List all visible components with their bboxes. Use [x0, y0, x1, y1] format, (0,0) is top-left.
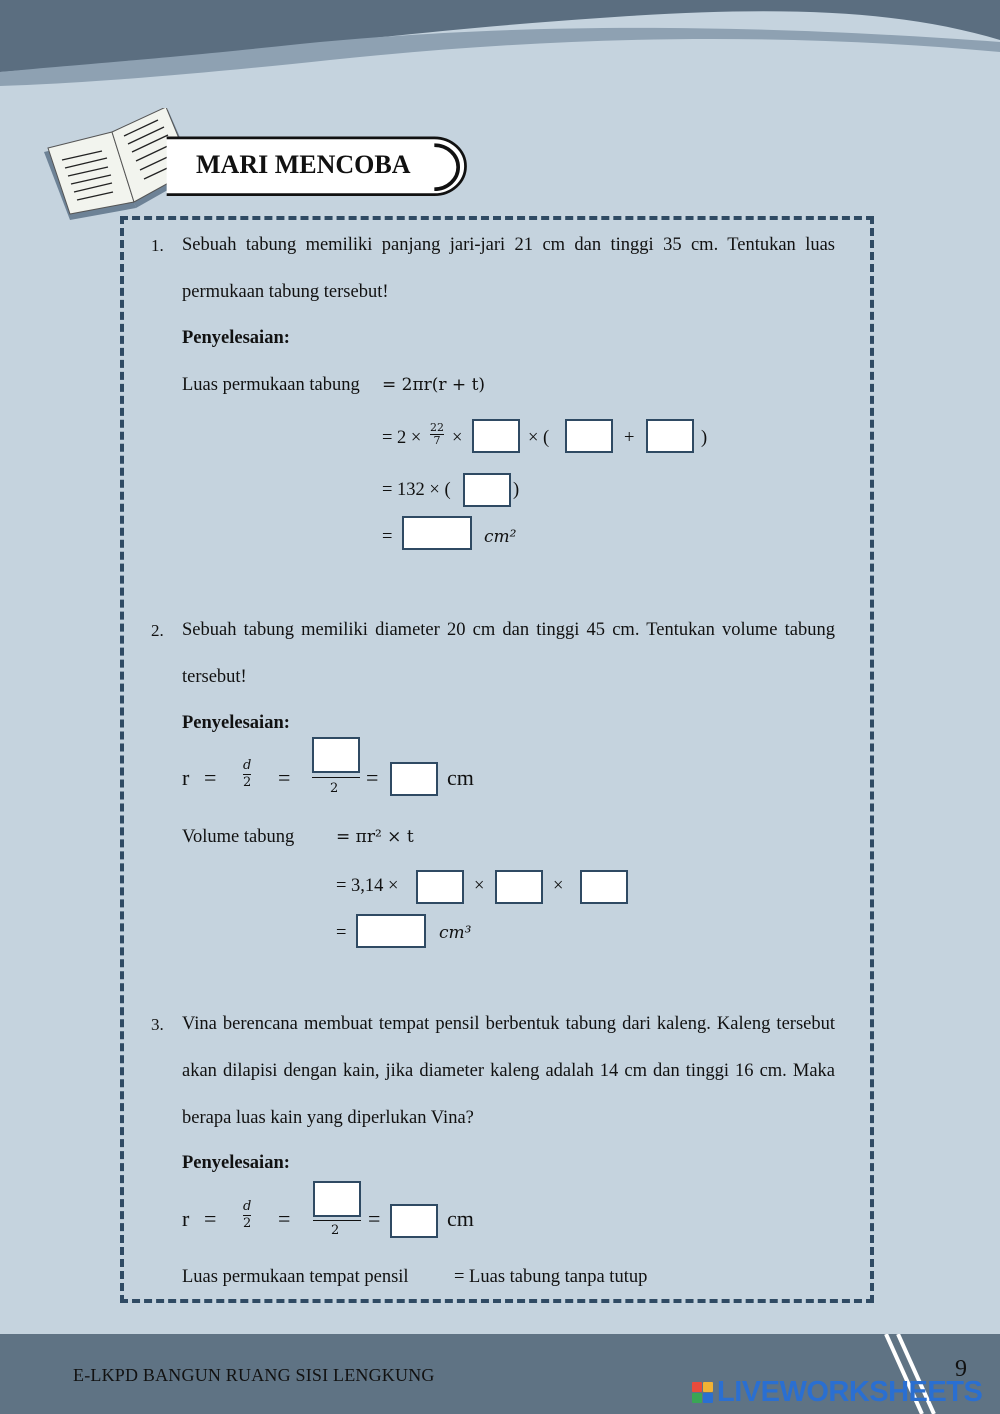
q2-solution-label: Penyelesaian:: [182, 713, 290, 733]
q1-line3-close: ): [513, 480, 520, 500]
q1-answer-total[interactable]: [402, 516, 472, 550]
q2-fraction-bar: [312, 777, 360, 778]
q2-times-1: ×: [474, 876, 485, 896]
q3-area-formula: = Luas tabung tanpa tutup: [454, 1267, 648, 1287]
q3-text: Vina berencana membuat tempat pensil berbentuk tabung dari kaleng. Kaleng tersebut akan dilapisi dengan kain, jika diameter kaleng adalah 14 cm dan tinggi 16 cm. Maka berapa luas kain yang diperlukan Vina?: [182, 1014, 835, 1128]
q3-eq-2: =: [278, 1206, 291, 1231]
q2-eq-1: =: [204, 765, 217, 790]
q2-eq-3: =: [366, 765, 379, 790]
q1-text: Sebuah tabung memiliki panjang jari-jari 21 cm dan tinggi 35 cm. Tentukan luas permukaan tabung tersebut!: [182, 235, 835, 302]
q1-formula: = 2πr(r + t): [382, 375, 486, 395]
q2-answer-radius[interactable]: [390, 762, 438, 796]
q3-number: 3.: [151, 1015, 164, 1034]
brand-text: LIVEWORKSHEETS: [717, 1376, 983, 1408]
q1-solution-label: Penyelesaian:: [182, 328, 290, 348]
q1-answer-r[interactable]: [565, 419, 613, 453]
q1-number: 1.: [151, 236, 164, 255]
q2-line2-prefix: = 3,14 ×: [336, 876, 399, 896]
q1-close-paren: ): [701, 428, 708, 448]
q2-answer-r1[interactable]: [416, 870, 464, 904]
q3-fraction-d: [243, 1199, 251, 1232]
q2-cm: cm: [447, 765, 474, 790]
q3-eq-1: =: [204, 1206, 217, 1231]
q3-cm: cm: [447, 1206, 474, 1231]
liveworksheets-logo[interactable]: [692, 1376, 982, 1409]
q2-fraction-den: [330, 783, 338, 795]
q1-line4-prefix: =: [382, 527, 393, 547]
q1-answer-sum[interactable]: [463, 473, 511, 507]
q2-answer-r2[interactable]: [495, 870, 543, 904]
q2-volume-formula: = πr² × t: [336, 827, 414, 847]
q3-answer-diameter[interactable]: [313, 1181, 361, 1217]
footer-title: E-LKPD BANGUN RUANG SISI LENGKUNG: [73, 1365, 435, 1385]
q2-answer-volume[interactable]: [356, 914, 426, 948]
q1-plus: +: [624, 428, 635, 448]
q3-solution-label: Penyelesaian:: [182, 1153, 290, 1173]
q1-fraction: [430, 422, 444, 447]
q3-area-label: Luas permukaan tempat pensil: [182, 1267, 409, 1287]
q2-times-2: ×: [553, 876, 564, 896]
q1-times: ×: [452, 428, 463, 448]
q3-answer-radius[interactable]: [390, 1204, 438, 1238]
q1-line2-prefix: = 2 ×: [382, 428, 422, 448]
q2-answer-diameter[interactable]: [312, 737, 360, 773]
fraction-denominator: 2: [330, 781, 339, 796]
q2-text: Sebuah tabung memiliki diameter 20 cm dan tinggi 45 cm. Tentukan volume tabung tersebut!: [182, 620, 835, 687]
q2-line3-prefix: =: [336, 923, 347, 943]
page-number: 9: [955, 1356, 967, 1382]
page-title: MARI MENCOBA: [196, 150, 411, 179]
q1-answer-radius[interactable]: [472, 419, 520, 453]
fraction-denominator: 2: [331, 1223, 340, 1238]
fraction-denominator: 2: [243, 1216, 252, 1231]
q1-formula-label: Luas permukaan tabung: [182, 375, 360, 395]
q2-unit: cm³: [439, 923, 472, 943]
q2-fraction-d: [243, 758, 251, 791]
q1-answer-t[interactable]: [646, 419, 694, 453]
q1-unit: cm²: [484, 527, 517, 547]
q3-fraction-bar: [313, 1220, 361, 1221]
q2-r-label: r: [182, 765, 190, 790]
fraction-numerator: 22: [430, 421, 444, 434]
q3-r-label: r: [182, 1206, 190, 1231]
logo-grid-icon: [692, 1382, 713, 1403]
q2-number: 2.: [151, 621, 164, 640]
fraction-numerator: d: [243, 1199, 252, 1214]
q2-volume-label: Volume tabung: [182, 827, 295, 847]
q3-eq-3: =: [368, 1206, 381, 1231]
q3-fraction-den: [331, 1225, 339, 1237]
fraction-numerator: d: [243, 758, 252, 773]
fraction-denominator: 7: [433, 434, 441, 447]
fraction-denominator: 2: [243, 775, 252, 790]
q1-line3-prefix: = 132 × (: [382, 480, 451, 500]
q1-open-paren: × (: [528, 428, 550, 448]
q2-eq-2: =: [278, 765, 291, 790]
q2-answer-t[interactable]: [580, 870, 628, 904]
